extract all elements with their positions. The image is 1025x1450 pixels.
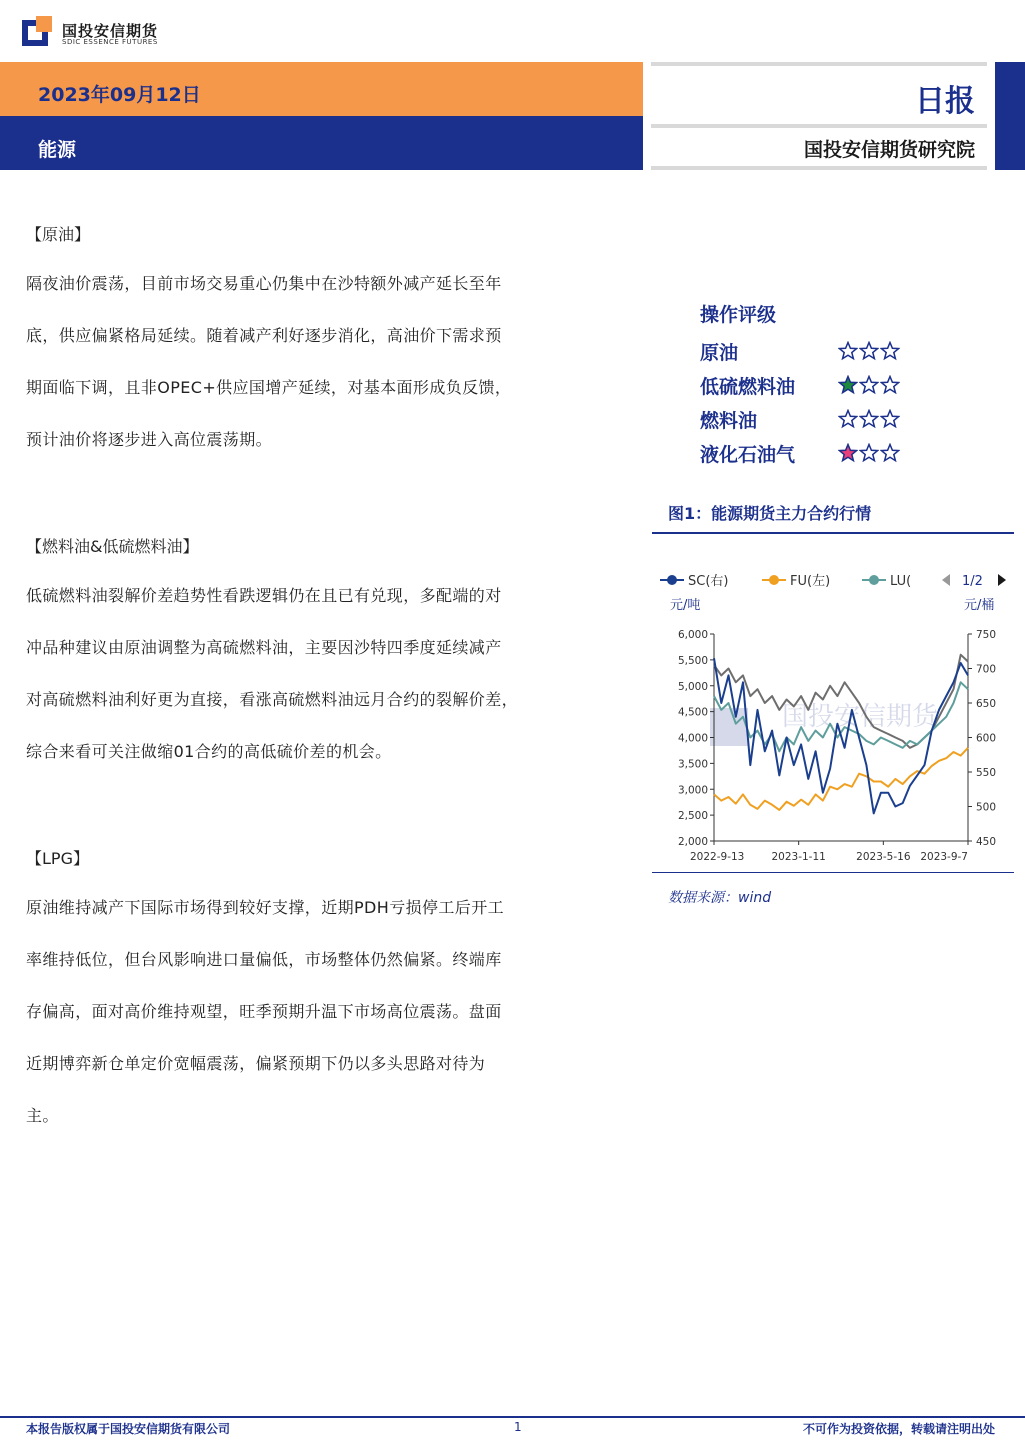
right-axis-tick-label: 600	[976, 732, 997, 745]
star-outline-icon	[880, 443, 900, 463]
rating-name: 燃料油	[700, 409, 758, 432]
energy-futures-line-chart	[652, 560, 1014, 868]
text-line: 存偏高，面对高价维持观望，旺季预期升温下市场高位震荡。盘面	[26, 1002, 502, 1021]
rating-row	[700, 402, 960, 436]
rating-title: 操作评级	[700, 304, 777, 326]
left-axis-tick-label: 3,500	[677, 758, 708, 771]
text-line: 综合来看可关注做缩01合约的高低硫价差的机会。	[26, 742, 392, 761]
text-line: 隔夜油价震荡，目前市场交易重心仍集中在沙特额外减产延长至年	[26, 274, 502, 293]
right-axis-unit: 元/桶	[964, 598, 995, 613]
legend-page-indicator: 1/2	[962, 574, 983, 589]
legend-marker-sc	[667, 575, 677, 585]
right-axis-tick-label: 650	[976, 698, 997, 710]
left-axis-tick-label: 5,500	[677, 654, 708, 667]
star-outline-icon	[880, 375, 900, 395]
left-axis-tick-label: 2,500	[677, 810, 708, 823]
rating-row	[700, 334, 960, 368]
right-axis-tick-label: 750	[976, 629, 997, 641]
star-outline-icon	[859, 341, 879, 361]
star-rating	[838, 375, 900, 395]
right-axis-tick-label: 550	[976, 767, 997, 779]
x-axis-tick-label: 2023-9-7	[920, 851, 968, 863]
figure-source: 数据来源：wind	[668, 890, 772, 906]
section-title-fuel-oil: 【燃料油&低硫燃料油】	[26, 537, 199, 556]
left-axis-tick-label: 4,000	[677, 732, 708, 745]
operation-rating-panel	[700, 300, 960, 470]
section-title-lpg: 【LPG】	[26, 849, 89, 868]
left-axis-tick-label: 6,000	[677, 629, 708, 641]
star-outline-icon	[859, 375, 879, 395]
logo-text: 国投安信期货	[62, 22, 159, 40]
star-outline-icon	[838, 341, 858, 361]
text-line: 底，供应偏紧格局延续。随着减产利好逐步消化，高油价下需求预	[26, 326, 502, 345]
star-filled-icon	[838, 375, 858, 395]
report-date: 2023年09月12日	[38, 84, 201, 106]
legend-label-sc: SC(右)	[688, 574, 729, 589]
text-line: 对高硫燃料油利好更为直接，看涨高硫燃料油远月合约的裂解价差，	[26, 690, 519, 709]
footer-copyright: 本报告版权属于国投安信期货有限公司	[26, 1422, 231, 1436]
right-axis-tick-label: 450	[976, 836, 997, 848]
left-axis-tick-label: 2,000	[677, 836, 708, 848]
x-axis-tick-label: 2023-1-11	[771, 851, 826, 863]
section-body-crude	[26, 258, 611, 466]
legend-label-fu: FU(左)	[790, 574, 831, 589]
star-outline-icon	[880, 409, 900, 429]
watermark-text: 国投安信期货	[782, 702, 939, 732]
star-outline-icon	[838, 409, 858, 429]
legend-prev-arrow-icon[interactable]	[942, 574, 950, 586]
footer-rule	[0, 1416, 1025, 1418]
figure-top-rule	[652, 532, 1014, 534]
text-line: 原油维持减产下国际市场得到较好支撑，近期PDH亏损停工后开工	[26, 898, 505, 917]
rating-name: 低硫燃料油	[700, 375, 796, 398]
left-axis-tick-label: 5,000	[677, 680, 708, 693]
star-rating	[838, 341, 900, 361]
report-type: 日报	[915, 84, 975, 119]
company-logo-icon	[22, 16, 52, 48]
legend-marker-lu	[869, 575, 879, 585]
star-outline-icon	[859, 409, 879, 429]
institute-name: 国投安信期货研究院	[803, 139, 975, 161]
header-divider	[651, 62, 987, 66]
legend-label-lu: LU(	[890, 574, 912, 589]
star-filled-icon	[838, 443, 858, 463]
text-line: 率维持低位，但台风影响进口量偏低，市场整体仍然偏紧。终端库	[26, 950, 502, 969]
star-rating	[838, 443, 900, 463]
left-axis-tick-label: 3,000	[677, 784, 708, 797]
chart-legend	[660, 574, 1006, 589]
rating-name: 原油	[700, 341, 739, 364]
text-line: 近期博弈新仓单定价宽幅震荡，偏紧预期下仍以多头思路对待为	[26, 1054, 486, 1073]
header-divider	[651, 166, 987, 170]
legend-next-arrow-icon[interactable]	[998, 574, 1006, 586]
x-axis-tick-label: 2022-9-13	[690, 851, 745, 863]
page-number: 1	[514, 1420, 522, 1434]
star-outline-icon	[859, 443, 879, 463]
star-rating	[838, 409, 900, 429]
text-line: 冲品种建议由原油调整为高硫燃料油，主要因沙特四季度延续减产	[26, 638, 502, 657]
chart-series	[714, 655, 968, 814]
text-line: 主。	[26, 1106, 59, 1125]
rating-row	[700, 368, 960, 402]
rating-row	[700, 436, 960, 470]
figure-bottom-rule	[652, 872, 1014, 873]
header-accent-tab	[995, 62, 1025, 170]
figure-title: 图1：能源期货主力合约行情	[668, 504, 872, 523]
logo-subtext: SDIC ESSENCE FUTURES	[62, 38, 158, 46]
text-line: 期面临下调，且非OPEC+供应国增产延续，对基本面形成负反馈，	[26, 378, 512, 397]
watermark-logo-icon	[710, 708, 748, 746]
left-axis-tick-label: 4,500	[677, 706, 708, 719]
star-outline-icon	[880, 341, 900, 361]
right-axis-tick-label: 500	[976, 801, 997, 814]
text-line: 低硫燃料油裂解价差趋势性看跌逻辑仍在且已有兑现，多配端的对	[26, 586, 502, 605]
section-body-lpg	[26, 882, 611, 1142]
header-divider	[651, 124, 987, 128]
legend-marker-fu	[769, 575, 779, 585]
left-axis-unit: 元/吨	[670, 598, 701, 613]
sector-bar	[0, 116, 643, 170]
rating-name: 液化石油气	[700, 443, 796, 466]
x-axis-tick-label: 2023-5-16	[856, 851, 911, 863]
section-title-crude: 【原油】	[26, 225, 91, 244]
section-body-fuel-oil	[26, 570, 611, 778]
footer-disclaimer: 不可作为投资依据，转载请注明出处	[802, 1422, 995, 1436]
text-line: 预计油价将逐步进入高位震荡期。	[26, 430, 273, 449]
right-axis-tick-label: 700	[976, 663, 997, 676]
report-sector: 能源	[38, 139, 77, 161]
